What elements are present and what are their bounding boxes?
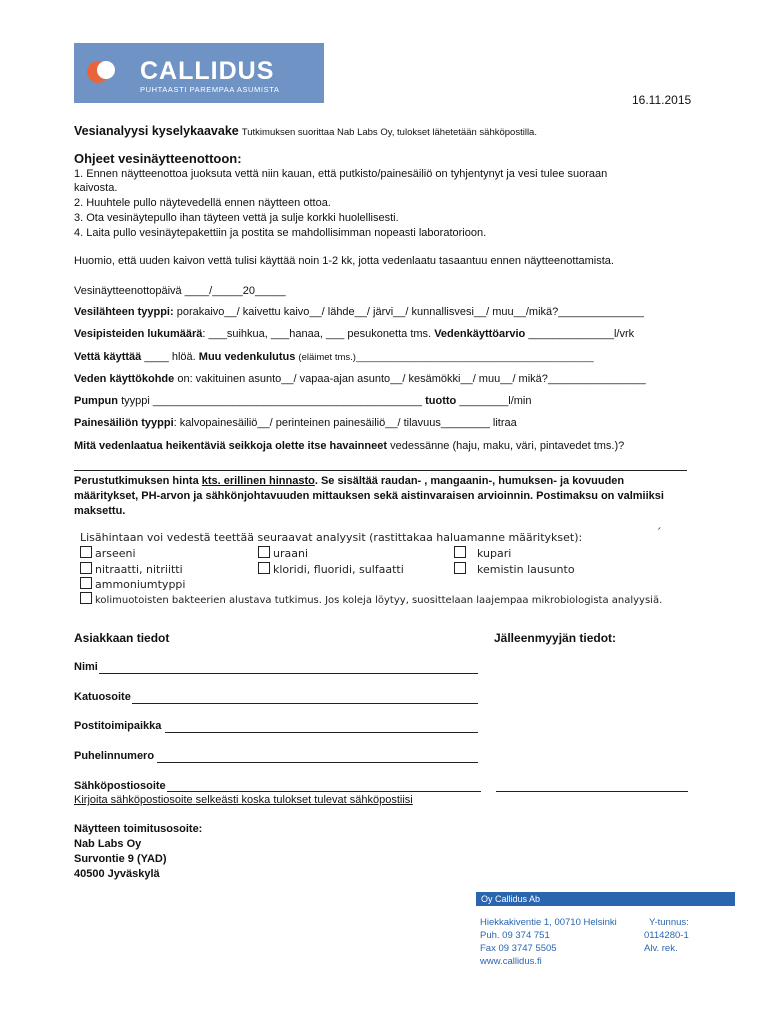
sample-date-field[interactable]: Vesinäytteenottopäivä ____/_____20_____ xyxy=(74,285,286,297)
checkbox-label: nitraatti, nitriitti xyxy=(95,563,183,576)
phone-input-line[interactable] xyxy=(157,762,478,763)
checkbox-kloridi[interactable] xyxy=(258,562,404,576)
name-input-line[interactable] xyxy=(99,673,478,674)
phone-label: Puhelinnumero xyxy=(74,750,155,762)
instructions-heading: Ohjeet vesinäytteenottoon: xyxy=(74,151,242,166)
water-use-row[interactable] xyxy=(74,373,646,385)
email-label: Sähköpostiosoite xyxy=(74,780,166,792)
instruction-3: 3. Ota vesinäytepullo ihan täyteen vettä ja sulje korkki huolellisesti. xyxy=(74,212,399,224)
email-note: Kirjoita sähköpostiosoite selkeästi koska tulokset tulevat sähköpostiisi xyxy=(74,794,413,806)
checkbox-label: kupari xyxy=(477,547,512,560)
instruction-note: Huomio, että uuden kaivon vettä tulisi käyttää noin 1-2 kk, jotta vedenlaatu tasaantuu ennen näytteenottamista. xyxy=(74,255,614,267)
checkbox-box[interactable] xyxy=(454,562,466,574)
quality-label: Mitä vedenlaatua heikentäviä seikkoja olette itse havainneet xyxy=(74,440,388,452)
source-type-label: Vesilähteen tyyppi: xyxy=(74,306,174,318)
checkbox-box[interactable] xyxy=(80,562,92,574)
other-consumption-field[interactable]: (eläimet tms.)_____________________________________________ xyxy=(298,352,594,363)
postal-input-line[interactable] xyxy=(165,732,478,733)
footer-ytunnus: 0114280-1 xyxy=(644,930,689,941)
checkbox-label: kemistin lausunto xyxy=(477,563,575,576)
quality-row xyxy=(74,440,624,452)
checkbox-arseeni[interactable] xyxy=(80,546,136,560)
delivery-heading: Näytteen toimitusosoite: xyxy=(74,823,203,835)
document-date: 16.11.2015 xyxy=(632,93,692,107)
postal-label: Postitoimipaikka xyxy=(74,720,162,732)
users-row[interactable] xyxy=(74,351,594,363)
checkbox-kupari[interactable] xyxy=(454,546,511,560)
checkbox-label: ammoniumtyppi xyxy=(95,578,186,591)
capacity-field[interactable]: ________l/min xyxy=(459,395,532,407)
tank-options[interactable]: : kalvopainesäiliö__/ perinteinen painesäiliö__/ tilavuus________ litraa xyxy=(173,417,517,429)
customer-heading: Asiakkaan tiedot xyxy=(74,631,170,645)
checkbox-box[interactable] xyxy=(258,562,270,574)
email-input-line[interactable] xyxy=(167,791,481,792)
logo-name: CALLIDUS xyxy=(140,57,275,85)
delivery-company: Nab Labs Oy xyxy=(74,838,142,850)
footer-ytunnus-label: Y-tunnus: xyxy=(649,917,689,928)
checkbox-box[interactable] xyxy=(80,546,92,558)
usage-estimate-label: Vedenkäyttöarvio xyxy=(434,328,526,340)
quality-answer-line[interactable] xyxy=(74,470,687,471)
checkbox-kemistin[interactable] xyxy=(454,562,575,576)
source-type-options[interactable]: porakaivo__/ kaivettu kaivo__/ lähde__/ järvi__/ kunnallisvesi__/ muu__/mikä?______________ xyxy=(176,306,644,318)
pump-row[interactable] xyxy=(74,395,532,407)
users-field[interactable]: ____ hlöä. xyxy=(144,351,196,363)
address-input-line[interactable] xyxy=(132,703,478,704)
users-label: Vettä käyttää xyxy=(74,351,142,363)
footer-phone: Puh. 09 374 751 xyxy=(480,930,550,941)
company-logo xyxy=(74,43,324,103)
instruction-4: 4. Laita pullo vesinäytepakettiin ja postita se mahdollisimman nopeasti laboratorioon. xyxy=(74,227,487,239)
delivery-street: Survontie 9 (YAD) xyxy=(74,853,167,865)
footer-alv: Alv. rek. xyxy=(644,943,678,954)
tank-label: Painesäiliön tyyppi xyxy=(74,417,174,429)
logo-mark-icon xyxy=(86,57,116,87)
instruction-1-cont: kaivosta. xyxy=(74,182,118,194)
water-points-fields[interactable]: : ___suihkua, ___hanaa, ___ pesukonetta tms. xyxy=(202,328,432,340)
pricing-text-a: Perustutkimuksen hinta xyxy=(74,475,199,487)
name-label: Nimi xyxy=(74,661,98,673)
instruction-2: 2. Huuhtele pullo näytevedellä ennen näytteen ottoa. xyxy=(74,197,331,209)
footer-address: Hiekkakiventie 1, 00710 Helsinki xyxy=(480,917,617,928)
retailer-input-line[interactable] xyxy=(496,791,688,792)
water-points-row[interactable] xyxy=(74,328,634,340)
checkbox-box[interactable] xyxy=(80,592,92,604)
checkbox-nitraatti[interactable] xyxy=(80,562,183,576)
checkbox-box[interactable] xyxy=(80,577,92,589)
checkbox-ammonium[interactable] xyxy=(80,577,185,591)
retailer-heading: Jälleenmyyjän tiedot: xyxy=(494,631,617,645)
tank-row[interactable] xyxy=(74,417,517,429)
footer-fax: Fax 09 3747 5505 xyxy=(480,943,557,954)
checkbox-box[interactable] xyxy=(454,546,466,558)
water-use-options[interactable]: on: vakituinen asunto__/ vapaa-ajan asunto__/ kesämökki__/ muu__/ mikä?________________ xyxy=(177,373,646,385)
document-title: Vesianalyysi kyselykaavake xyxy=(74,124,239,138)
checkbox-uraani[interactable] xyxy=(258,546,308,560)
analyses-intro: Lisähintaan voi vedestä teettää seuraavat analyysit (rastittakaa haluamanne määritykset): xyxy=(80,531,583,544)
pricing-text-b: . Se sisältää raudan- , mangaanin-, humuksen- ja kovuuden xyxy=(314,475,625,487)
pump-type-field[interactable]: tyyppi ____________________________________________ xyxy=(121,395,423,407)
pricing-line-1 xyxy=(74,475,624,487)
tick-mark: ˊ xyxy=(656,526,662,539)
footer-website[interactable]: www.callidus.fi xyxy=(480,956,542,967)
usage-estimate-field[interactable]: ______________l/vrk xyxy=(528,328,635,340)
quality-question: vedessänne (haju, maku, väri, pintavedet tms.)? xyxy=(390,440,625,452)
pricing-line-3: maksettu. xyxy=(74,505,126,517)
checkbox-box[interactable] xyxy=(258,546,270,558)
pump-label: Pumpun xyxy=(74,395,118,407)
checkbox-label: uraani xyxy=(273,547,309,560)
checkbox-label: kloridi, fluoridi, sulfaatti xyxy=(273,563,404,576)
water-points-label: Vesipisteiden lukumäärä xyxy=(74,328,203,340)
title-row xyxy=(74,124,537,138)
logo-tagline: PUHTAASTI PAREMPAA ASUMISTA xyxy=(140,85,280,94)
instruction-1: 1. Ennen näytteenottoa juoksuta vettä niin kauan, että putkisto/painesäiliö on tyhjentynyt ja vesi tulee suoraan xyxy=(74,168,608,180)
delivery-city: 40500 Jyväskylä xyxy=(74,868,160,880)
other-consumption-label: Muu vedenkulutus xyxy=(198,351,296,363)
checkbox-koli[interactable] xyxy=(80,592,662,606)
price-list-link[interactable]: kts. erillinen hinnasto xyxy=(201,475,315,487)
document-subtitle: Tutkimuksen suorittaa Nab Labs Oy, tulokset lähetetään sähköpostilla. xyxy=(241,127,537,138)
source-type-row[interactable] xyxy=(74,306,644,318)
water-use-label: Veden käyttökohde xyxy=(74,373,175,385)
checkbox-label: arseeni xyxy=(95,547,136,560)
capacity-label: tuotto xyxy=(425,395,457,407)
address-label: Katuosoite xyxy=(74,691,131,703)
footer-company-bar: Oy Callidus Ab xyxy=(476,892,735,906)
pricing-line-2: määritykset, PH-arvon ja sähkönjohtavuuden mittauksen sekä aistinvaraisen arvioinnin. Postimaksu on valmiiksi xyxy=(74,490,664,502)
checkbox-label: kolimuotoisten bakteerien alustava tutkimus. Jos koleja löytyy, suosittelaan laajempaa mikrobiologista analyysiä. xyxy=(95,595,663,606)
